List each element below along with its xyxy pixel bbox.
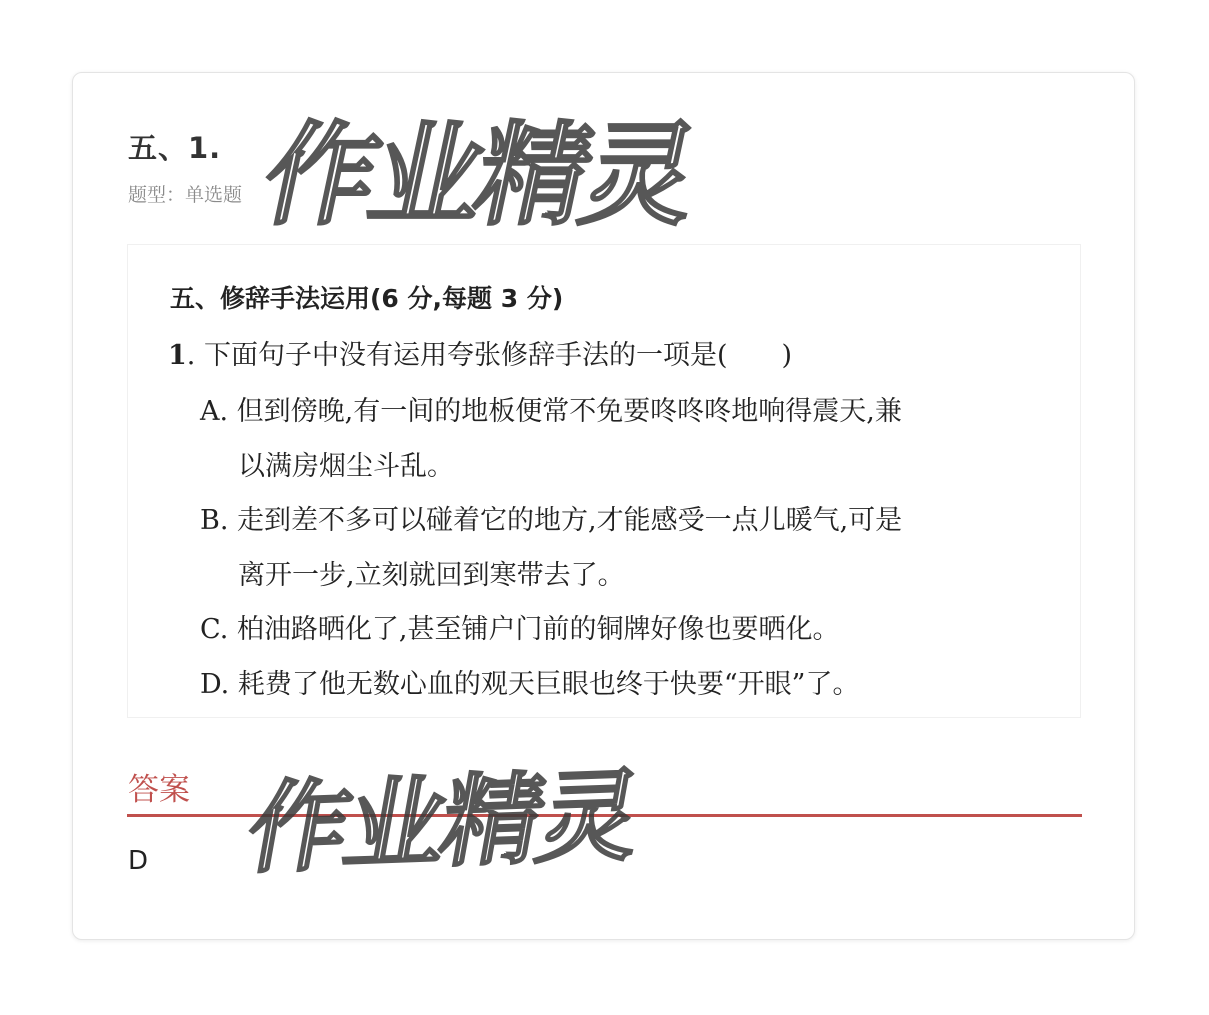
answer-label: 答案: [128, 772, 190, 808]
answer-value: D: [128, 846, 149, 876]
stem-text: . 下面句子中没有运用夸张修辞手法的一项是( ): [186, 340, 793, 371]
option-a-line1: A. 但到傍晚,有一间的地板便常不免要咚咚咚地响得震天,兼: [200, 396, 902, 427]
option-d: D. 耗费了他无数心血的观天巨眼也终于快要“开眼”了。: [200, 669, 860, 700]
option-b-line1: B. 走到差不多可以碰着它的地方,才能感受一点儿暖气,可是: [200, 505, 903, 536]
question-type-label: 题型：单选题: [128, 184, 243, 206]
option-b-line2: 离开一步,立刻就回到寒带去了。: [238, 560, 625, 591]
option-c: C. 柏油路晒化了,甚至铺户门前的铜牌好像也要晒化。: [200, 614, 840, 645]
answer-divider: [127, 814, 1082, 817]
section-heading: 五、修辞手法运用(6 分,每题 3 分): [170, 284, 564, 313]
stem-number: 1: [168, 340, 187, 371]
question-stem: [168, 333, 792, 372]
question-title: 五、1.: [128, 131, 222, 165]
option-a-line2: 以满房烟尘斗乱。: [238, 451, 454, 482]
question-image: [127, 244, 1081, 718]
